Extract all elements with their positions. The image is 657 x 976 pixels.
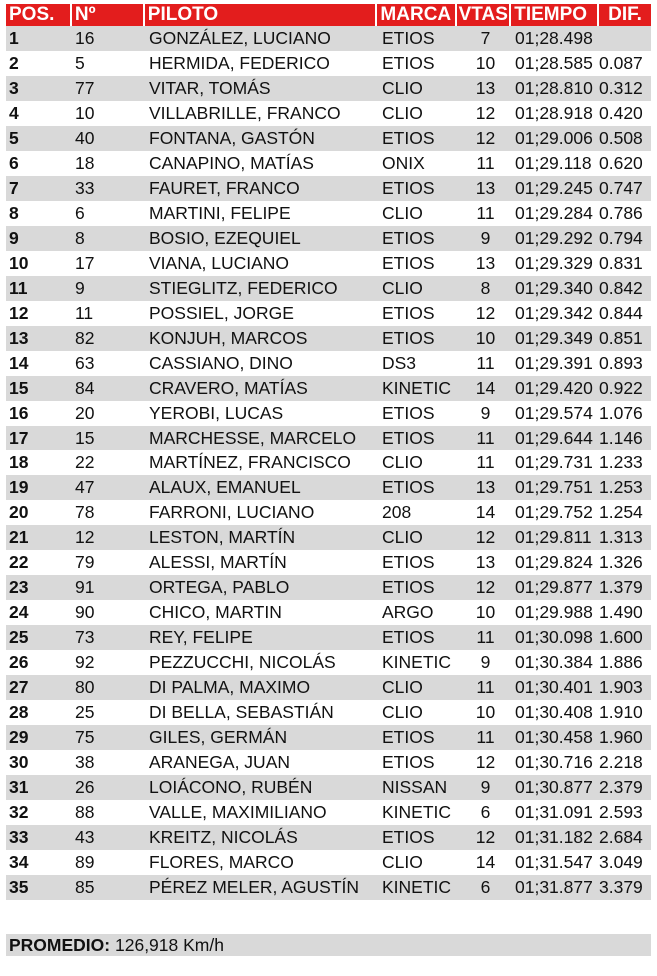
cell-piloto: ALAUX, EMANUEL [149, 477, 301, 498]
cell-dif: 0.747 [599, 177, 643, 198]
cell-pos: 29 [9, 727, 29, 748]
cell-pos: 10 [9, 252, 29, 273]
cell-piloto: ARANEGA, JUAN [149, 752, 290, 773]
cell-tiempo: 01;31.091 [515, 802, 593, 823]
cell-piloto: ALESSI, MARTÍN [149, 552, 287, 573]
cell-vtas: 12 [475, 302, 496, 323]
cell-piloto: FAURET, FRANCO [149, 177, 300, 198]
table-row [6, 875, 651, 900]
cell-num: 80 [75, 677, 95, 698]
cell-dif: 2.218 [599, 752, 643, 773]
cell-vtas: 13 [475, 177, 496, 198]
table-row [6, 376, 651, 401]
cell-pos: 20 [9, 502, 29, 523]
cell-dif: 1.326 [599, 552, 643, 573]
cell-vtas: 12 [475, 527, 496, 548]
cell-vtas: 14 [475, 502, 496, 523]
cell-tiempo: 01;29.245 [515, 177, 593, 198]
cell-marca: ETIOS [382, 177, 435, 198]
table-row [6, 126, 651, 151]
cell-tiempo: 01;29.731 [515, 452, 593, 473]
cell-dif: 0.922 [599, 377, 643, 398]
cell-tiempo: 01;29.420 [515, 377, 593, 398]
cell-tiempo: 01;30.401 [515, 677, 593, 698]
cell-num: 5 [75, 52, 85, 73]
cell-dif: 0.844 [599, 302, 643, 323]
cell-vtas: 13 [475, 77, 496, 98]
cell-dif: 0.420 [599, 102, 643, 123]
cell-marca: ETIOS [382, 727, 435, 748]
cell-pos: 5 [9, 127, 19, 148]
cell-dif: 2.593 [599, 802, 643, 823]
cell-tiempo: 01;29.752 [515, 502, 593, 523]
cell-dif: 3.379 [599, 876, 643, 897]
cell-vtas: 12 [475, 827, 496, 847]
cell-pos: 14 [9, 352, 29, 373]
cell-pos: 27 [9, 677, 29, 698]
cell-piloto: STIEGLITZ, FEDERICO [149, 277, 338, 298]
cell-marca: ETIOS [382, 577, 435, 598]
cell-piloto: PÉREZ MELER, AGUSTÍN [149, 876, 360, 897]
cell-dif: 0.851 [599, 327, 643, 348]
cell-pos: 23 [9, 577, 29, 598]
cell-pos: 6 [9, 152, 19, 173]
cell-tiempo: 01;29.292 [515, 227, 593, 248]
cell-dif: 2.379 [599, 777, 643, 798]
header-dif: DIF. [599, 4, 651, 26]
table-row [6, 426, 651, 451]
cell-num: 92 [75, 652, 95, 673]
cell-piloto: PEZZUCCHI, NICOLÁS [149, 652, 336, 673]
cell-tiempo: 01;30.098 [515, 627, 593, 648]
cell-pos: 4 [9, 102, 19, 123]
cell-marca: ONIX [382, 152, 425, 173]
cell-pos: 32 [9, 802, 29, 823]
cell-num: 25 [75, 702, 95, 723]
cell-vtas: 14 [475, 377, 496, 398]
cell-num: 10 [75, 102, 95, 123]
cell-tiempo: 01;29.349 [515, 327, 593, 348]
table-row [6, 201, 651, 226]
cell-vtas: 11 [476, 677, 495, 698]
cell-pos: 9 [9, 227, 19, 248]
cell-num: 43 [75, 827, 95, 847]
cell-vtas: 11 [476, 152, 495, 173]
table-row [6, 176, 651, 201]
cell-piloto: VITAR, TOMÁS [149, 77, 271, 98]
cell-piloto: LOIÁCONO, RUBÉN [149, 777, 313, 798]
cell-piloto: CASSIANO, DINO [149, 352, 293, 373]
table-row [6, 850, 651, 875]
cell-vtas: 11 [476, 727, 495, 748]
cell-tiempo: 01;31.182 [515, 827, 593, 847]
cell-marca: CLIO [382, 277, 423, 298]
cell-pos: 12 [9, 302, 29, 323]
cell-num: 17 [75, 252, 95, 273]
cell-dif: 0.831 [599, 252, 643, 273]
cell-tiempo: 01;28.918 [515, 102, 593, 123]
table-row [6, 775, 651, 800]
average-footer [6, 934, 651, 956]
cell-dif: 1.254 [599, 502, 643, 523]
cell-marca: CLIO [382, 677, 423, 698]
cell-pos: 30 [9, 752, 29, 773]
cell-tiempo: 01;31.547 [515, 851, 593, 872]
cell-num: 6 [75, 202, 85, 223]
cell-pos: 11 [9, 277, 28, 298]
cell-vtas: 10 [475, 602, 496, 623]
cell-num: 12 [75, 527, 95, 548]
cell-dif: 0.312 [599, 77, 643, 98]
header-vtas: VTAS [458, 4, 508, 25]
cell-dif: 1.886 [599, 652, 643, 673]
table-header [6, 4, 651, 26]
cell-pos: 8 [9, 202, 19, 223]
cell-pos: 21 [9, 527, 29, 548]
cell-vtas: 13 [475, 477, 496, 498]
cell-vtas: 11 [476, 452, 495, 473]
cell-piloto: BOSIO, EZEQUIEL [149, 227, 301, 248]
cell-dif: 0.893 [599, 352, 643, 373]
cell-marca: CLIO [382, 452, 423, 473]
table-row [6, 450, 651, 475]
cell-pos: 18 [9, 452, 29, 473]
cell-num: 11 [75, 302, 94, 323]
cell-piloto: VILLABRILLE, FRANCO [149, 102, 341, 123]
cell-num: 85 [75, 876, 95, 897]
cell-dif: 1.903 [599, 677, 643, 698]
table-row [6, 825, 651, 850]
table-row [6, 600, 651, 625]
cell-num: 88 [75, 802, 95, 823]
table-row [6, 251, 651, 276]
cell-tiempo: 01;29.824 [515, 552, 593, 573]
table-row [6, 276, 651, 301]
cell-marca: CLIO [382, 527, 423, 548]
cell-piloto: KREITZ, NICOLÁS [149, 827, 298, 847]
cell-marca: ETIOS [382, 477, 435, 498]
cell-dif: 0.786 [599, 202, 643, 223]
cell-marca: ETIOS [382, 752, 435, 773]
header-marca: MARCA [377, 4, 455, 26]
cell-pos: 13 [9, 327, 29, 348]
cell-num: 79 [75, 552, 95, 573]
cell-vtas: 12 [475, 127, 496, 148]
cell-dif: 1.076 [599, 402, 643, 423]
cell-piloto: FLORES, MARCO [149, 851, 294, 872]
cell-vtas: 13 [475, 252, 496, 273]
cell-pos: 24 [9, 602, 29, 623]
cell-tiempo: 01;29.118 [515, 152, 592, 173]
cell-pos: 3 [9, 77, 19, 98]
cell-piloto: CRAVERO, MATÍAS [149, 377, 308, 398]
cell-vtas: 12 [475, 102, 496, 123]
cell-pos: 2 [9, 52, 19, 73]
cell-marca: ETIOS [382, 227, 435, 248]
cell-dif: 1.313 [599, 527, 643, 548]
cell-vtas: 9 [480, 777, 491, 798]
cell-piloto: HERMIDA, FEDERICO [149, 52, 330, 73]
cell-num: 63 [75, 352, 95, 373]
cell-pos: 28 [9, 702, 29, 723]
cell-marca: ETIOS [382, 827, 435, 847]
cell-piloto: GILES, GERMÁN [149, 727, 288, 748]
cell-dif: 1.600 [599, 627, 643, 648]
cell-dif: 1.960 [599, 727, 643, 748]
cell-marca: CLIO [382, 102, 423, 123]
cell-pos: 33 [9, 827, 29, 847]
cell-tiempo: 01;28.498 [515, 28, 593, 48]
cell-num: 78 [75, 502, 95, 523]
cell-vtas: 8 [480, 277, 491, 298]
cell-num: 84 [75, 377, 95, 398]
table-row [6, 650, 651, 675]
cell-marca: ETIOS [382, 127, 435, 148]
cell-tiempo: 01;30.877 [515, 777, 593, 798]
cell-tiempo: 01;29.877 [515, 577, 593, 598]
cell-tiempo: 01;29.644 [515, 427, 593, 448]
table-row [6, 401, 651, 426]
table-row [6, 351, 651, 376]
cell-vtas: 6 [480, 876, 491, 897]
cell-marca: KINETIC [382, 802, 452, 823]
cell-vtas: 12 [475, 752, 496, 773]
cell-tiempo: 01;28.585 [515, 52, 593, 73]
cell-vtas: 12 [475, 577, 496, 598]
cell-tiempo: 01;30.384 [515, 652, 593, 673]
cell-pos: 31 [9, 777, 29, 798]
cell-pos: 16 [9, 402, 29, 423]
cell-marca: 208 [382, 502, 412, 523]
cell-dif: 3.049 [599, 851, 643, 872]
cell-num: 73 [75, 627, 95, 648]
cell-vtas: 7 [480, 28, 491, 48]
table-row [6, 326, 651, 351]
table-body [6, 26, 651, 900]
cell-num: 91 [75, 577, 95, 598]
cell-tiempo: 01;29.811 [515, 527, 592, 548]
cell-pos: 34 [9, 851, 29, 872]
cell-tiempo: 01;29.391 [515, 352, 593, 373]
cell-tiempo: 01;29.006 [515, 127, 593, 148]
cell-dif: 1.490 [599, 602, 643, 623]
cell-dif: 1.253 [599, 477, 643, 498]
header-num: Nº [72, 4, 143, 26]
cell-marca: CLIO [382, 702, 423, 723]
cell-piloto: POSSIEL, JORGE [149, 302, 294, 323]
average-label: PROMEDIO: [9, 935, 111, 955]
cell-marca: ETIOS [382, 252, 435, 273]
cell-tiempo: 01;29.329 [515, 252, 593, 273]
cell-vtas: 9 [480, 652, 491, 673]
cell-piloto: FONTANA, GASTÓN [149, 127, 315, 148]
cell-piloto: MARTINI, FELIPE [149, 202, 291, 223]
cell-num: 26 [75, 777, 95, 798]
cell-marca: ETIOS [382, 28, 435, 48]
cell-dif: 1.233 [599, 452, 643, 473]
cell-marca: ETIOS [382, 327, 435, 348]
header-piloto: PILOTO [145, 4, 376, 26]
cell-pos: 22 [9, 552, 29, 573]
cell-pos: 26 [9, 652, 29, 673]
cell-num: 22 [75, 452, 95, 473]
table-row [6, 700, 651, 725]
cell-vtas: 6 [480, 802, 491, 823]
cell-marca: ETIOS [382, 627, 435, 648]
header-tiempo: TIEMPO [511, 4, 597, 26]
table-row [6, 725, 651, 750]
cell-pos: 19 [9, 477, 29, 498]
cell-num: 40 [75, 127, 95, 148]
cell-marca: CLIO [382, 851, 423, 872]
cell-piloto: KONJUH, MARCOS [149, 327, 308, 348]
cell-dif: 0.508 [599, 127, 643, 148]
cell-vtas: 14 [475, 851, 496, 872]
cell-dif: 0.842 [599, 277, 643, 298]
table-row [6, 51, 651, 76]
cell-num: 18 [75, 152, 95, 173]
cell-marca: ETIOS [382, 302, 435, 323]
cell-num: 9 [75, 277, 85, 298]
cell-tiempo: 01;29.751 [515, 477, 593, 498]
cell-marca: KINETIC [382, 652, 452, 673]
table-row [6, 675, 651, 700]
header-pos: POS. [6, 4, 70, 26]
cell-vtas: 11 [476, 427, 495, 448]
table-row [6, 76, 651, 101]
table-row [6, 101, 651, 126]
cell-num: 89 [75, 851, 95, 872]
cell-tiempo: 01;29.342 [515, 302, 593, 323]
table-row [6, 575, 651, 600]
cell-piloto: YEROBI, LUCAS [149, 402, 284, 423]
cell-marca: ETIOS [382, 402, 435, 423]
cell-piloto: MARTÍNEZ, FRANCISCO [149, 452, 351, 473]
cell-marca: ETIOS [382, 427, 435, 448]
cell-tiempo: 01;29.988 [515, 602, 593, 623]
table-row [6, 475, 651, 500]
cell-marca: CLIO [382, 77, 423, 98]
cell-pos: 1 [9, 28, 19, 48]
cell-pos: 25 [9, 627, 29, 648]
cell-piloto: LESTON, MARTÍN [149, 527, 296, 548]
cell-vtas: 13 [475, 552, 496, 573]
cell-piloto: CANAPINO, MATÍAS [149, 152, 314, 173]
table-row [6, 750, 651, 775]
cell-vtas: 11 [476, 352, 495, 373]
cell-dif: 1.910 [599, 702, 643, 723]
cell-vtas: 11 [476, 627, 495, 648]
cell-piloto: GONZÁLEZ, LUCIANO [149, 28, 331, 48]
cell-num: 75 [75, 727, 95, 748]
table-row [6, 525, 651, 550]
table-row [6, 500, 651, 525]
cell-piloto: FARRONI, LUCIANO [149, 502, 315, 523]
cell-tiempo: 01;29.284 [515, 202, 593, 223]
cell-marca: NISSAN [382, 777, 448, 798]
cell-piloto: VIANA, LUCIANO [149, 252, 290, 273]
cell-pos: 15 [9, 377, 29, 398]
cell-num: 90 [75, 602, 95, 623]
cell-num: 33 [75, 177, 95, 198]
cell-piloto: ORTEGA, PABLO [149, 577, 290, 598]
cell-pos: 7 [9, 177, 19, 198]
cell-dif: 0.794 [599, 227, 643, 248]
cell-vtas: 10 [475, 327, 496, 348]
cell-dif: 2.684 [599, 827, 643, 847]
cell-num: 15 [75, 427, 95, 448]
cell-dif: 0.087 [599, 52, 643, 73]
cell-marca: DS3 [382, 352, 417, 373]
cell-vtas: 10 [475, 702, 496, 723]
cell-piloto: REY, FELIPE [149, 627, 253, 648]
cell-piloto: MARCHESSE, MARCELO [149, 427, 357, 448]
cell-marca: ETIOS [382, 52, 435, 73]
table-row [6, 550, 651, 575]
cell-tiempo: 01;30.716 [515, 752, 593, 773]
cell-tiempo: 01;28.810 [515, 77, 593, 98]
cell-vtas: 10 [475, 52, 496, 73]
table-row [6, 301, 651, 326]
table-row [6, 625, 651, 650]
cell-marca: ETIOS [382, 552, 435, 573]
cell-vtas: 11 [476, 202, 495, 223]
cell-vtas: 9 [480, 402, 491, 423]
cell-piloto: CHICO, MARTIN [149, 602, 282, 623]
cell-num: 16 [75, 28, 95, 48]
average-value: 126,918 Km/h [115, 935, 224, 955]
cell-piloto: VALLE, MAXIMILIANO [149, 802, 327, 823]
cell-num: 47 [75, 477, 95, 498]
table-row [6, 26, 651, 51]
cell-piloto: DI BELLA, SEBASTIÁN [149, 702, 334, 723]
cell-num: 20 [75, 402, 95, 423]
table-row [6, 226, 651, 251]
table-row [6, 151, 651, 176]
cell-pos: 17 [9, 427, 29, 448]
cell-marca: KINETIC [382, 377, 452, 398]
results-table [6, 4, 651, 900]
cell-pos: 35 [9, 876, 29, 897]
cell-dif: 1.379 [599, 577, 643, 598]
cell-vtas: 9 [480, 227, 491, 248]
cell-tiempo: 01;31.877 [515, 876, 593, 897]
cell-marca: CLIO [382, 202, 423, 223]
cell-tiempo: 01;30.408 [515, 702, 593, 723]
cell-marca: KINETIC [382, 876, 452, 897]
cell-num: 77 [75, 77, 95, 98]
cell-piloto: DI PALMA, MAXIMO [149, 677, 311, 698]
cell-num: 38 [75, 752, 95, 773]
cell-marca: ARGO [382, 602, 434, 623]
cell-tiempo: 01;29.574 [515, 402, 593, 423]
cell-tiempo: 01;30.458 [515, 727, 593, 748]
cell-dif: 1.146 [599, 427, 643, 448]
cell-num: 82 [75, 327, 95, 348]
cell-num: 8 [75, 227, 85, 248]
cell-tiempo: 01;29.340 [515, 277, 593, 298]
cell-dif: 0.620 [599, 152, 643, 173]
table-row [6, 800, 651, 825]
